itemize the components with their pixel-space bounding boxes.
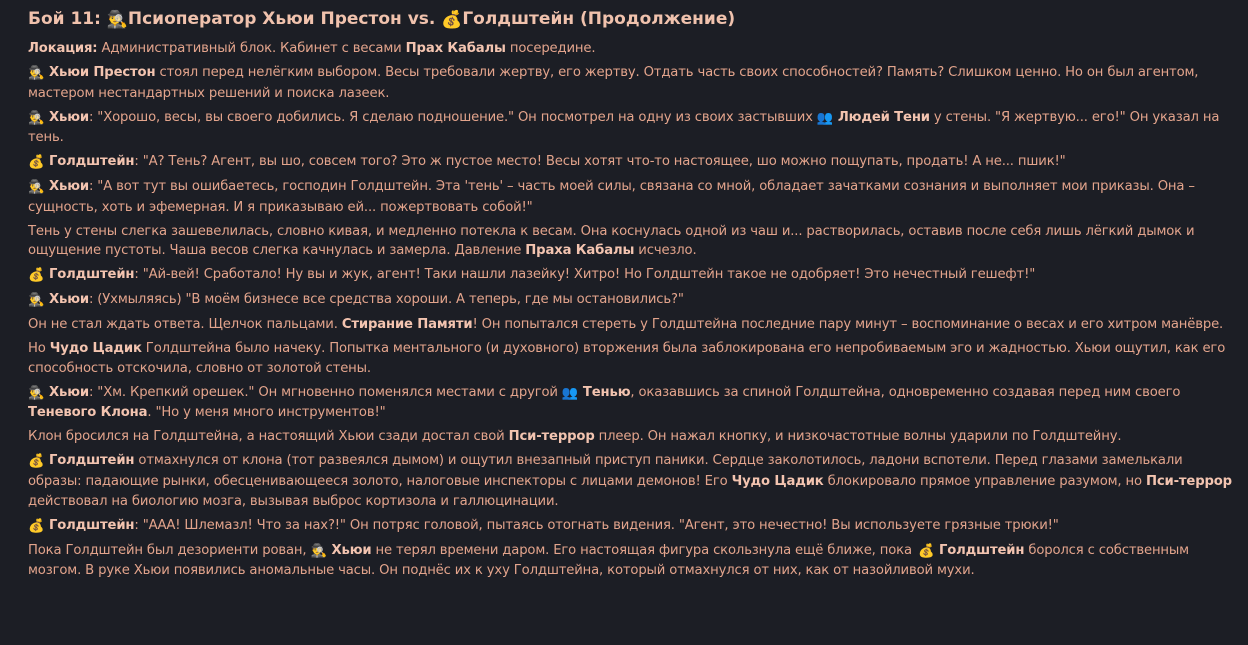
paragraph-tzadik-blocks	[28, 339, 1240, 378]
speaker-name: Голдштейн	[49, 154, 135, 170]
paragraph-text: Административный блок. Кабинет с весами	[97, 41, 406, 56]
paragraph-text: : (Ухмыляясь) "В моём бизнесе все средства хороши. А теперь, где мы остановились?"	[88, 292, 684, 308]
item-name: Пси-террор	[1145, 473, 1232, 489]
ability-name: Стирание Памяти	[341, 317, 473, 333]
money-bag-icon: 💰	[917, 543, 935, 559]
versus-label: vs.	[407, 9, 436, 29]
paragraph-text: , оказавшись за спиной Голдштейна, одновременно создавая перед ним своего	[630, 384, 1181, 400]
paragraph-text: Голдштейна было начеку. Попытка ментального (и духовного) вторжения была заблокирована его непробиваемым эго и жадностью. Хьюи ощутил, как его способность отскочила, словно от золотой стены.	[28, 341, 1226, 376]
paragraph-text: . "Но у меня много инструментов!"	[147, 405, 386, 421]
shadow-people-icon: 👥	[561, 385, 579, 401]
paragraph-huey-explains	[28, 177, 1240, 217]
paragraph-text: : "ААА! Шлемазл! Что за нах?!" Он потряс головой, пытаясь отогнать видения. "Агент, это нечестно! Вы используете грязные трюки!"	[134, 517, 1059, 533]
speaker-name: Хьюи	[49, 292, 89, 308]
paragraph-text: : "Хм. Крепкий орешек." Он мгновенно поменялся местами с другой	[88, 384, 562, 400]
speaker-name: Голдштейн	[49, 517, 135, 533]
item-name: Праха Кабалы	[525, 243, 635, 259]
agent-icon: 🕵️‍♂️	[310, 543, 327, 559]
paragraph-text: отмахнулся от клона (тот развеялся дымом) и ощутил внезапный приступ паники. Сердце заколотилось, ладони вспотели. Перед глазами замелькали образы: падающие рынки, обесценивающееся золото, налоговые инспекторы с лицами демонов! Его	[28, 453, 1183, 489]
agent-icon: 🕵️‍♂️	[28, 65, 45, 81]
paragraph-text: боролся с собственным мозгом. В руке Хьюи появились аномальные часы. Он поднёс их к уху Голдштейна, который отмахнулся от них, как от назойливой мухи.	[28, 542, 1189, 579]
paragraph-memory-wipe	[28, 315, 1240, 335]
paragraph-goldstein-panic	[28, 451, 1240, 511]
paragraph-text: : "Ай-вей! Сработало! Ну вы и жук, агент! Таки нашли лазейку! Хитро! Но Голдштейн такое не одобряет! Это нечестный гешефт!"	[134, 267, 1036, 283]
money-bag-icon: 💰	[441, 10, 463, 30]
paragraph-text: : "А? Тень? Агент, вы шо, совсем того? Это ж пустое место! Весы хотят что-то настоящее, шо можно пощупать, продать! А не... пшик!"	[134, 154, 1066, 170]
fighter-2-name: Голдштейн (Продолжение)	[462, 9, 736, 29]
battle-title	[28, 8, 1240, 31]
paragraph-text: не терял времени даром. Его настоящая фигура скользнула ещё ближе, пока	[371, 542, 916, 558]
paragraph-huey-swap	[28, 383, 1240, 423]
paragraph-text: стоял перед нелёгким выбором. Весы требовали жертву, его жертву. Отдать часть своих способностей? Память? Слишком ценно. Но он был агентом, мастером нестандартных решений и поиска лазеек.	[28, 64, 1199, 101]
paragraph-text: посередине.	[505, 41, 596, 56]
paragraph-huey-sacrifice	[28, 108, 1240, 148]
money-bag-icon: 💰	[28, 454, 45, 470]
location-label: Локация:	[28, 41, 98, 56]
speaker-name: Хьюи	[331, 542, 372, 558]
paragraph-text: : "Хорошо, весы, вы своего добились. Я сделаю подношение." Он посмотрел на одну из своих застывших	[88, 109, 817, 125]
paragraph-text: у стены. "Я жертвую... его!" Он указал на тень.	[28, 109, 1220, 146]
paragraph-text: действовал на биологию мозга, вызывая выброс кортизола и галлюцинации.	[28, 493, 559, 509]
ability-name: Чудо Цадик	[731, 473, 824, 489]
ability-name: Людей Тени	[837, 109, 930, 125]
money-bag-icon: 💰	[28, 518, 45, 534]
speaker-name: Хьюи	[49, 179, 89, 195]
paragraph-text: Он не стал ждать ответа. Щелчок пальцами.	[28, 317, 342, 333]
paragraph-text: Пока Голдштейн был дезориенти рован,	[28, 542, 311, 558]
ability-name: Чудо Цадик	[49, 341, 142, 357]
speaker-name: Голдштейн	[49, 453, 135, 469]
battle-number: Бой 11:	[28, 9, 101, 29]
speaker-name: Хьюи	[49, 384, 89, 400]
money-bag-icon: 💰	[28, 268, 45, 284]
speaker-name: Хьюи	[49, 109, 89, 125]
paragraph-text: исчезло.	[634, 243, 697, 259]
item-name: Пси-террор	[508, 429, 595, 445]
fighter-1-name: Псиоператор Хьюи Престон	[127, 9, 402, 29]
agent-icon: 🕵️‍♂️	[28, 385, 45, 401]
item-name: Прах Кабалы	[405, 41, 506, 56]
paragraph-text: ! Он попытался стереть у Голдштейна последние пару минут – воспоминание о весах и его хитром манёвре.	[472, 317, 1224, 333]
paragraph-text: блокировало прямое управление разумом, но	[823, 473, 1146, 489]
paragraph-text: Но	[28, 341, 50, 357]
agent-icon: 🕵️‍♂️	[106, 10, 129, 30]
agent-icon: 🕵️‍♂️	[28, 110, 45, 126]
paragraph-text: Клон бросился на Голдштейна, а настоящий Хьюи сзади достал свой	[28, 429, 509, 445]
paragraph-psi-terror	[28, 427, 1240, 447]
paragraph-goldstein-reply	[28, 152, 1240, 173]
paragraph-text: : "А вот тут вы ошибаетесь, господин Голдштейн. Эта 'тень' – часть моей силы, связана со мной, обладает зачатками сознания и выполняет мои приказы. Она – сущность, хоть и эфемерная. И я приказываю ей... пожертвовать собой!"	[28, 179, 1195, 215]
speaker-name: Голдштейн	[938, 542, 1025, 558]
ability-name: Тенью	[582, 384, 631, 400]
paragraph-huey-smirks	[28, 290, 1240, 311]
paragraph-goldstein-protest	[28, 265, 1240, 286]
ability-name: Теневого Клона	[28, 405, 148, 421]
speaker-name: Голдштейн	[49, 267, 135, 283]
paragraph-text: Тень у стены слегка зашевелилась, словно кивая, и медленно потекла к весам. Она коснулась одной из чаш и... растворилась, оставив после себя лишь лёгкий дымок и ощущение пустоты. Чаша весов слегка качнулась и замерла. Давление	[28, 223, 1195, 259]
speaker-name: Хьюи Престон	[49, 64, 156, 80]
paragraph-location	[28, 39, 1240, 59]
paragraph-goldstein-shout	[28, 516, 1240, 537]
money-bag-icon: 💰	[28, 155, 45, 171]
paragraph-huey-choice	[28, 63, 1240, 103]
agent-icon: 🕵️‍♂️	[28, 180, 45, 196]
shadow-people-icon: 👥	[816, 110, 834, 126]
paragraph-shadow-dissolves	[28, 222, 1240, 261]
paragraph-text: плеер. Он нажал кнопку, и низкочастотные волны ударили по Голдштейну.	[594, 429, 1122, 445]
agent-icon: 🕵️‍♂️	[28, 293, 45, 309]
paragraph-huey-clock	[28, 541, 1240, 581]
